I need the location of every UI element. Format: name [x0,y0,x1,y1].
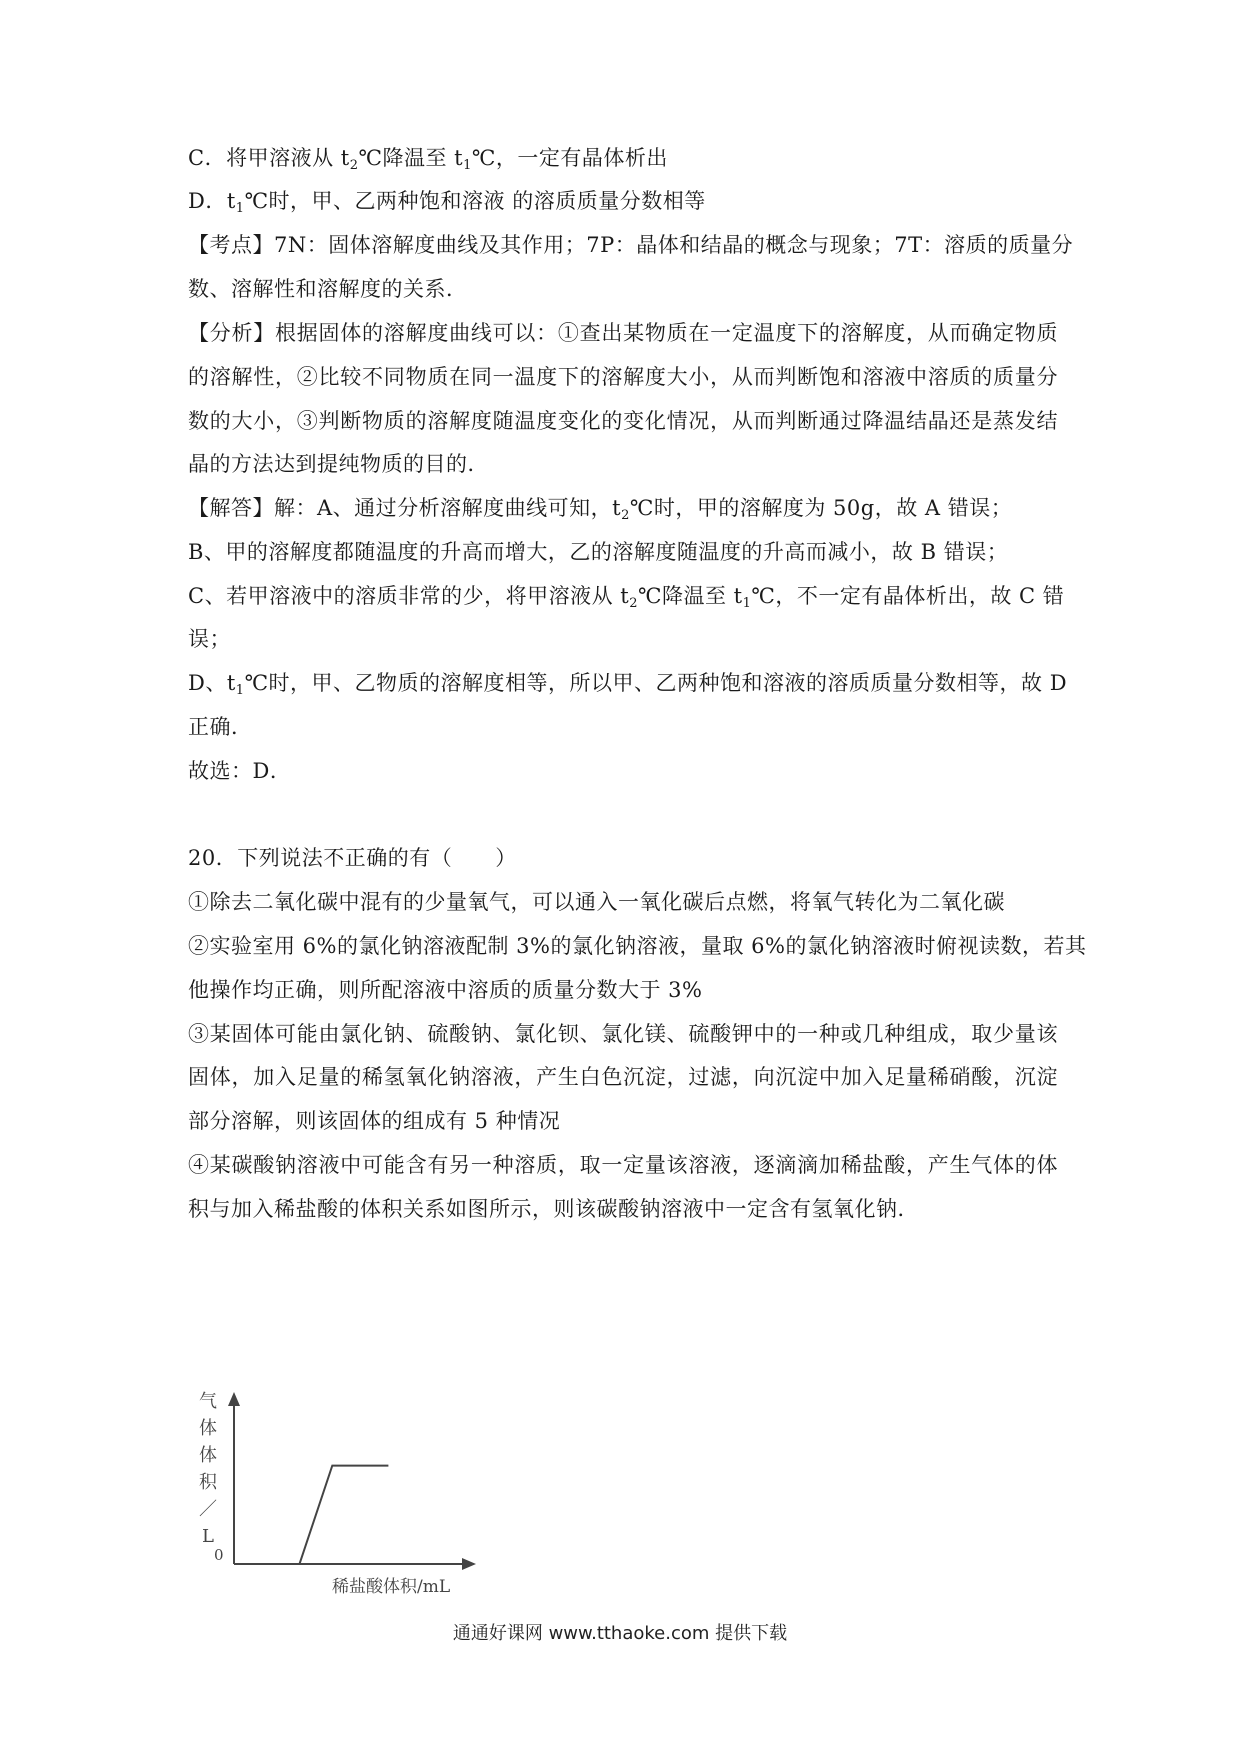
kaodian-line-2: 数、溶解性和溶解度的关系． [188,277,468,301]
gas-volume-chart [182,1388,482,1610]
x-axis-label: 稀盐酸体积/mL [332,1577,451,1597]
series-line [234,1466,388,1564]
option-d: D．$t_1℃$时，甲、乙两种饱和溶液 的溶质质量分数相等 [188,189,706,216]
statement-3-line-2: 固体，加入足量的稀氢氧化钠溶液，产生白色沉淀，过滤，向沉淀中加入足量稀硝酸，沉淀 [188,1065,1058,1089]
statement-1: ①除去二氧化碳中混有的少量氧气，可以通入一氧化碳后点燃，将氧气转化为二氧化碳 [188,890,1005,914]
kaodian-line-1: 【考点】7N：固体溶解度曲线及其作用；7P：晶体和结晶的概念与现象；7T：溶质的质量分 [188,233,1074,257]
jieda-line-a: 【解答】解：A、通过分析溶解度曲线可知，$t_2℃$时，甲的溶解度为 50g，故 A 错误； [188,496,1013,523]
statement-4-line-2: 积与加入稀盐酸的体积关系如图所示，则该碳酸钠溶液中一定含有氢氧化钠． [188,1197,919,1221]
statement-3-line-1: ③某固体可能由氯化钠、硫酸钠、氯化钡、氯化镁、硫酸钾中的一种或几种组成，取少量该 [188,1022,1058,1046]
fenxi-line-3: 数的大小，③判断物质的溶解度随温度变化的变化情况，从而判断通过降温结晶还是蒸发结 [188,409,1058,433]
statement-2-line-2: 他操作均正确，则所配溶液中溶质的质量分数大于 3% [188,978,703,1002]
jieda-line-d: D、$t_1℃$时，甲、乙物质的溶解度相等，所以甲、乙两种饱和溶液的溶质质量分数相等，故 D [188,671,1068,698]
option-c: C．将甲溶液从 $t_2℃$降温至 $t_1℃$，一定有晶体析出 [188,146,668,173]
answer-choice: 故选：D． [188,759,292,783]
footer-text: 通通好课网 www.tthaoke.com 提供下载 [452,1623,788,1644]
fenxi-line-2: 的溶解性，②比较不同物质在同一温度下的溶解度大小，从而判断饱和溶液中溶质的质量分 [188,365,1058,389]
fenxi-line-1: 【分析】根据固体的溶解度曲线可以：①查出某物质在一定温度下的溶解度，从而确定物质 [188,321,1058,345]
jieda-line-c-2: 误； [188,627,231,651]
jieda-line-b: B、甲的溶解度都随温度的升高而增大，乙的溶解度随温度的升高而减小，故 B 错误； [188,540,1009,564]
x-axis-arrow [462,1558,476,1570]
origin-label: 0 [214,1546,224,1564]
jieda-line-c: C、若甲溶液中的溶质非常的少，将甲溶液从 $t_2℃$降温至 $t_1℃$，不一定有晶体析出，故 C 错 [188,584,1065,611]
fenxi-line-4: 晶的方法达到提纯物质的目的． [188,452,489,476]
y-axis-arrow [228,1392,240,1406]
y-axis-label: 气 体 体 积 ／ L [199,1391,217,1547]
statement-4-line-1: ④某碳酸钠溶液中可能含有另一种溶质，取一定量该溶液，逐滴滴加稀盐酸，产生气体的体 [188,1153,1058,1177]
statement-3-line-3: 部分溶解，则该固体的组成有 5 种情况 [188,1109,561,1133]
question-20: 20．下列说法不正确的有（ ） [188,846,517,870]
jieda-line-d-2: 正确． [188,715,253,739]
statement-2-line-1: ②实验室用 6%的氯化钠溶液配制 3%的氯化钠溶液，量取 6%的氯化钠溶液时俯视读数，若其 [188,934,1087,958]
